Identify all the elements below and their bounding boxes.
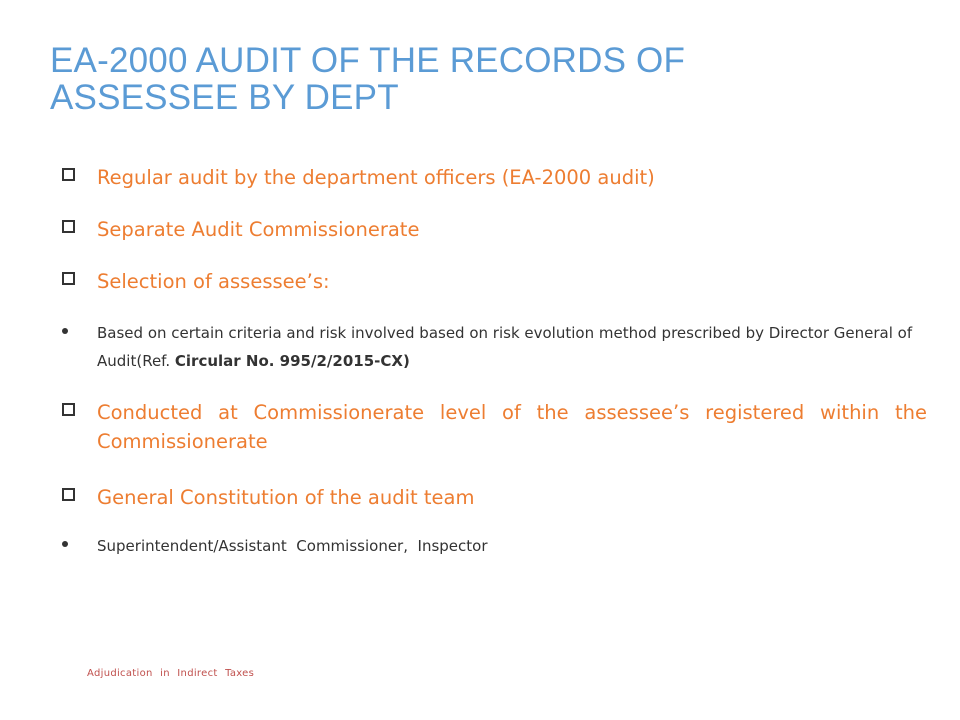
checkbox-bullet-icon <box>62 488 75 501</box>
slide-title <box>50 42 930 116</box>
checkbox-bullet-icon <box>62 272 75 285</box>
checkbox-item-text: Regular audit by the department officers (EA-2000 audit) <box>97 166 655 189</box>
title-line-1: EA-2000 AUDIT OF THE RECORDS OF <box>50 41 686 80</box>
bullet-item-text: Superintendent/Assistant Commissioner, Inspector <box>97 537 488 555</box>
checkbox-bullet-icon <box>62 168 75 181</box>
title-line-2: ASSESSEE BY DEPT <box>50 78 399 117</box>
checkbox-bullet-icon <box>62 403 75 416</box>
checkbox-bullet-icon <box>62 220 75 233</box>
bullet-item-text <box>97 319 930 375</box>
bullet-dot-icon <box>62 541 68 547</box>
checkbox-item-text: Conducted at Commissionerate level of the assessee’s registered within the Commissionerate <box>97 401 927 453</box>
bullet-text-circular-ref: Circular No. 995/2/2015-CX) <box>174 352 410 370</box>
bullet-dot-icon <box>62 328 68 334</box>
slide-footer: Adjudication in Indirect Taxes <box>87 668 255 679</box>
checkbox-item-text: Separate Audit Commissionerate <box>97 218 420 241</box>
checkbox-item-text: Selection of assessee’s: <box>97 270 330 293</box>
checkbox-item-text: General Constitution of the audit team <box>97 486 475 509</box>
bullet-text-regular: Based on certain criteria and risk involved based on risk evolution method prescribed by Director General of Audit(Ref. <box>97 324 913 370</box>
